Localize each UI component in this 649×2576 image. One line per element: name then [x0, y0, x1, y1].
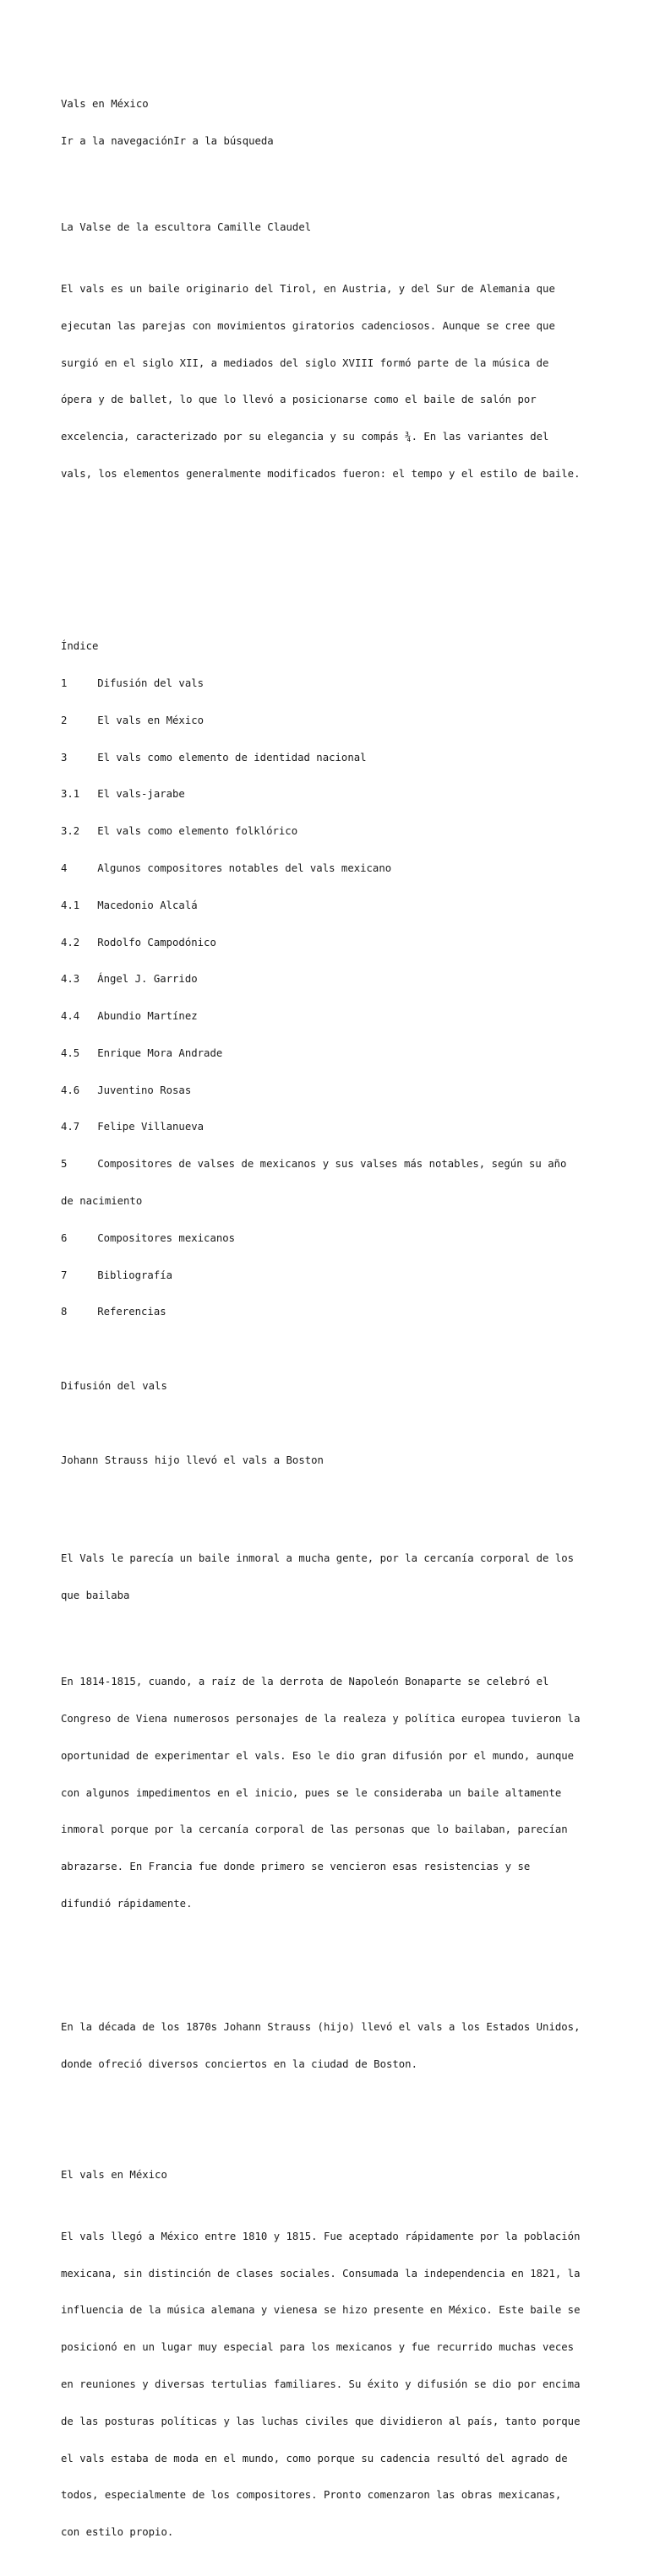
- text-line: El vals es un baile originario del Tirol, en Austria, y del Sur de Alemania que: [61, 283, 555, 296]
- toc-number: 7: [61, 1269, 68, 1281]
- text-line: El Vals le parecía un baile inmoral a mucha gente, por la cercanía corporal de los: [61, 1552, 575, 1565]
- text-line: En 1814-1815, cuando, a raíz de la derrota de Napoleón Bonaparte se celebró el: [61, 1676, 549, 1688]
- text-line: abrazarse. En Francia fue donde primero se vencieron esas resistencias y se: [61, 1861, 531, 1873]
- text-line: donde ofreció diversos conciertos en la ciudad de Boston.: [61, 2057, 417, 2070]
- toc-number: 8: [61, 1306, 68, 1318]
- document-body: [61, 73, 602, 2576]
- toc-item[interactable]: [61, 1269, 602, 1282]
- toc-number: 4.3: [61, 973, 80, 986]
- image-caption: Johann Strauss hijo llevó el vals a Boston: [61, 1454, 324, 1466]
- toc-label: Juventino Rosas: [97, 1084, 192, 1096]
- spacer: [61, 1417, 602, 1430]
- toc-number: 4.5: [61, 1046, 80, 1059]
- text-line: posicionó en un lugar muy especial para los mexicanos y fue recurrido muchas veces: [61, 2341, 575, 2354]
- toc-label: Bibliografía: [97, 1269, 173, 1281]
- text-line: con algunos impedimentos en el inicio, pues se le consideraba un baile altamente: [61, 1786, 562, 1799]
- toc-number: 6: [61, 1231, 68, 1244]
- image-caption: La Valse de la escultora Camille Claudel: [61, 221, 312, 234]
- text-line: todos, especialmente de los compositores. Pronto comenzaron las obras mexicanas,: [61, 2489, 562, 2502]
- toc-item[interactable]: [61, 1158, 602, 1171]
- toc-number: 4.6: [61, 1084, 80, 1096]
- toc-label: El vals-jarabe: [97, 788, 185, 801]
- toc-item-continuation: [61, 1195, 602, 1208]
- toc-label: Felipe Villanueva: [97, 1121, 205, 1133]
- paragraph: [61, 1997, 602, 2095]
- toc-number: 3: [61, 751, 68, 764]
- spacer: [61, 2120, 602, 2133]
- toc-number: 4.1: [61, 899, 80, 911]
- toc-number: 4: [61, 862, 68, 874]
- toc-item[interactable]: [61, 1306, 602, 1318]
- toc-item[interactable]: [61, 677, 602, 690]
- toc-item[interactable]: [61, 862, 602, 875]
- toc-number: 4.7: [61, 1121, 80, 1133]
- intro-paragraph: [61, 258, 602, 505]
- toc-label: El vals como elemento folklórico: [97, 825, 298, 838]
- section-heading: Difusión del vals: [61, 1379, 167, 1392]
- toc-item[interactable]: [61, 1121, 602, 1133]
- toc-item[interactable]: [61, 752, 602, 764]
- text-line: en reuniones y diversas tertulias familiares. Su éxito y difusión se dio por encima: [61, 2378, 581, 2391]
- spacer: [61, 1491, 602, 1503]
- text-line: Congreso de Viena numerosos personajes de la realeza y política europea tuvieron la: [61, 1712, 581, 1725]
- text-line: de las posturas políticas y las luchas civiles que dividieron al país, tanto porque: [61, 2415, 581, 2427]
- paragraph: [61, 1651, 602, 1935]
- text-line: inmoral porque por la cercanía corporal de las personas que lo bailaban, parecían: [61, 1823, 568, 1836]
- toc-number: 5: [61, 1158, 68, 1171]
- spacer: [61, 530, 602, 542]
- toc-label: Compositores mexicanos: [97, 1231, 236, 1244]
- table-of-contents: [61, 616, 602, 1343]
- toc-item[interactable]: [61, 825, 602, 838]
- toc-label: Ángel J. Garrido: [97, 973, 198, 986]
- toc-item[interactable]: [61, 973, 602, 986]
- section-heading: El vals en México: [61, 2168, 167, 2181]
- text-line: surgió en el siglo XII, a mediados del siglo XVIII formó parte de la música de: [61, 356, 549, 369]
- toc-label: El vals como elemento de identidad nacional: [97, 751, 367, 764]
- toc-number: 1: [61, 677, 68, 690]
- text-line: vals, los elementos generalmente modificados fueron: el tempo y el estilo de baile.: [61, 468, 581, 480]
- toc-item[interactable]: [61, 899, 602, 912]
- toc-label: Enrique Mora Andrade: [97, 1046, 223, 1059]
- text-line: En la década de los 1870s Johann Strauss (hijo) llevó el vals a los Estados Unidos,: [61, 2020, 581, 2033]
- page-title: Vals en México: [61, 98, 149, 111]
- text-line: excelencia, caracterizado por su elegancia y su compás ¾. En las variantes del: [61, 431, 549, 443]
- toc-label: Referencias: [97, 1306, 166, 1318]
- toc-number: 3.2: [61, 825, 80, 838]
- toc-title: Índice: [61, 640, 99, 653]
- text-line: el vals estaba de moda en el mundo, como porque su cadencia resultó del agrado de: [61, 2452, 568, 2465]
- skip-links[interactable]: Ir a la navegaciónIr a la búsqueda: [61, 134, 274, 147]
- toc-number: 4.2: [61, 936, 80, 948]
- paragraph: [61, 2206, 602, 2563]
- spacer: [61, 172, 602, 185]
- toc-number: 4.4: [61, 1010, 80, 1023]
- text-line: ópera y de ballet, lo que lo llevó a posicionarse como el baile de salón por: [61, 394, 537, 406]
- toc-label: Rodolfo Campodónico: [97, 936, 216, 948]
- toc-item[interactable]: [61, 937, 602, 949]
- toc-item[interactable]: [61, 1047, 602, 1060]
- text-line: con estilo propio.: [61, 2526, 174, 2539]
- toc-item[interactable]: [61, 788, 602, 801]
- text-line: influencia de la música alemana y vienesa se hizo presente en México. Este baile se: [61, 2304, 581, 2317]
- toc-label: de nacimiento: [61, 1195, 143, 1208]
- text-line: El vals llegó a México entre 1810 y 1815. Fue aceptado rápidamente por la población: [61, 2230, 581, 2242]
- toc-item[interactable]: [61, 715, 602, 727]
- toc-item[interactable]: [61, 1232, 602, 1245]
- toc-label: Compositores de valses de mexicanos y sus valses más notables, según su año: [97, 1158, 567, 1171]
- toc-item[interactable]: [61, 1010, 602, 1023]
- text-line: que bailaba: [61, 1590, 130, 1602]
- text-line: oportunidad de experimentar el vals. Eso le dio gran difusión por el mundo, aunque: [61, 1749, 575, 1762]
- text-line: difundió rápidamente.: [61, 1897, 193, 1910]
- toc-label: Algunos compositores notables del vals mexicano: [97, 862, 392, 874]
- text-line: ejecutan las parejas con movimientos giratorios cadenciosos. Aunque se cree que: [61, 319, 555, 332]
- toc-label: Abundio Martínez: [97, 1010, 198, 1023]
- text-line: mexicana, sin distinción de clases sociales. Consumada la independencia en 1821, la: [61, 2267, 581, 2280]
- toc-number: 2: [61, 714, 68, 726]
- spacer: [61, 1959, 602, 1972]
- toc-item[interactable]: [61, 1084, 602, 1097]
- toc-label: Macedonio Alcalá: [97, 899, 198, 911]
- toc-label: Difusión del vals: [97, 677, 205, 690]
- toc-label: El vals en México: [97, 714, 205, 726]
- image-caption-block: [61, 1528, 602, 1627]
- spacer: [61, 567, 602, 579]
- toc-number: 3.1: [61, 788, 80, 801]
